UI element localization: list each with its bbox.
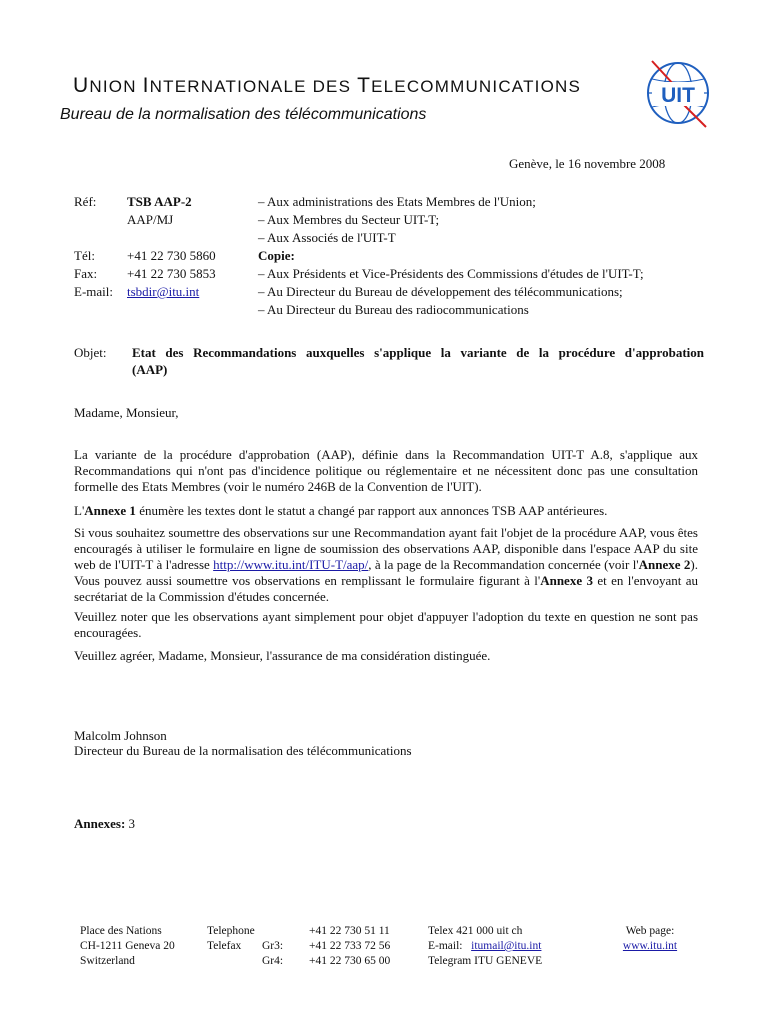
ref-value: TSB AAP-2 <box>127 194 192 209</box>
uit-logo <box>640 55 716 131</box>
body-paragraph-5: Veuillez agréer, Madame, Monsieur, l'assurance de ma considération distinguée. <box>74 648 491 663</box>
footer-phone-numbers: +41 22 730 51 11 +41 22 733 72 56 +41 22 730 65 00 <box>309 925 391 967</box>
annex-2-ref: Annexe 2 <box>638 557 691 572</box>
annex-1-ref: Annexe 1 <box>84 503 136 518</box>
aap-link[interactable]: http://www.itu.int/ITU-T/aap/ <box>213 557 369 572</box>
recipient-item: – Aux Membres du Secteur UIT-T; <box>258 212 440 227</box>
ref-value-2: AAP/MJ <box>127 212 174 227</box>
copy-item: – Au Directeur du Bureau de développement des télécommunications; <box>258 284 623 299</box>
salutation: Madame, Monsieur, <box>74 405 179 420</box>
subject-line-1: Etat des Recommandations auxquelles s'applique la variante de la procédure d'approbation <box>132 345 704 360</box>
annexes-line: Annexes: 3 <box>74 816 136 831</box>
subject-line-2: (AAP) <box>132 362 168 377</box>
footer-email-link[interactable]: itumail@itu.int <box>471 940 542 952</box>
ref-label: Réf: <box>74 194 97 209</box>
logo-text: UIT <box>661 84 695 107</box>
footer-telex: Telex 421 000 uit ch <box>428 925 523 937</box>
signatory-title: Directeur du Bureau de la normalisation des télécommunications <box>74 743 412 758</box>
body-paragraph-4: Veuillez noter que les observations ayant simplement pour objet d'appuyer l'adoption du texte en question ne sont pas encouragées. <box>74 609 698 640</box>
recipient-item: – Aux Associés de l'UIT-T <box>258 230 396 245</box>
tel-value: +41 22 730 5860 <box>127 248 216 263</box>
fax-value: +41 22 730 5853 <box>127 266 216 281</box>
body-paragraph-1: La variante de la procédure d'approbation (AAP), définie dans la Recommandation UIT-T A.8, s'applique aux Recommandations qui n'ont pas d'incidence politique ou réglementaire et ne nécessitent donc pas une consultation formelle des Etats Membres (voir le numéro 246B de la Convention de l'UIT). <box>74 447 698 494</box>
subject-label: Objet: <box>74 345 107 360</box>
date-line: Genève, le 16 novembre 2008 <box>509 156 666 171</box>
signatory-name: Malcolm Johnson <box>74 728 167 743</box>
footer-telex-block <box>428 924 542 969</box>
footer-address: Place des Nations CH-1211 Geneva 20 Switzerland <box>80 925 175 967</box>
body-paragraph-2: L'Annexe 1 énumère les textes dont le statut a changé par rapport aux annonces TSB AAP antérieures. <box>74 503 608 518</box>
footer-telegram: Telegram ITU GENEVE <box>428 955 543 967</box>
copy-item: – Au Directeur du Bureau des radiocommunications <box>258 302 529 317</box>
footer-phone-labels: Telephone Telefax <box>207 925 255 952</box>
email-label: E-mail: <box>74 284 113 299</box>
footer-email-label: E-mail: <box>428 940 463 952</box>
recipient-item: – Aux administrations des Etats Membres de l'Union; <box>258 194 536 209</box>
fax-label: Fax: <box>74 266 98 281</box>
organization-title: UNION INTERNATIONALE DES TELECOMMUNICATIONS <box>73 74 582 97</box>
email-link[interactable]: tsbdir@itu.int <box>127 284 200 299</box>
copy-label: Copie: <box>258 248 295 263</box>
bureau-subtitle: Bureau de la normalisation des télécommunications <box>60 106 427 123</box>
copy-item: – Aux Présidents et Vice-Présidents des Commissions d'études de l'UIT-T; <box>258 266 644 281</box>
body-paragraph-3: Si vous souhaitez soumettre des observations sur une Recommandation ayant fait l'objet de la procédure AAP, vous êtes encouragés à utiliser le formulaire en ligne de soumission des observations AAP, disponible dans l'espace AAP du site web de l'UIT-T à l'adresse http://www.itu.int/ITU-T/aap/, à la page de la Recommandation concernée (voir l'Annexe 2). Vous pouvez aussi soumettre vos observations en remplissant le formulaire figurant à l'Annexe 3 et en l'envoyant au secrétariat de la Commission d'études concernée. <box>74 525 699 604</box>
footer-web-link[interactable]: www.itu.int <box>622 940 678 952</box>
annex-3-ref: Annexe 3 <box>540 573 593 588</box>
tel-label: Tél: <box>74 248 95 263</box>
footer-phone-sub: Gr3: Gr4: <box>262 940 284 967</box>
footer-web-block <box>616 924 684 954</box>
footer-web-label: Web page: <box>625 925 675 937</box>
